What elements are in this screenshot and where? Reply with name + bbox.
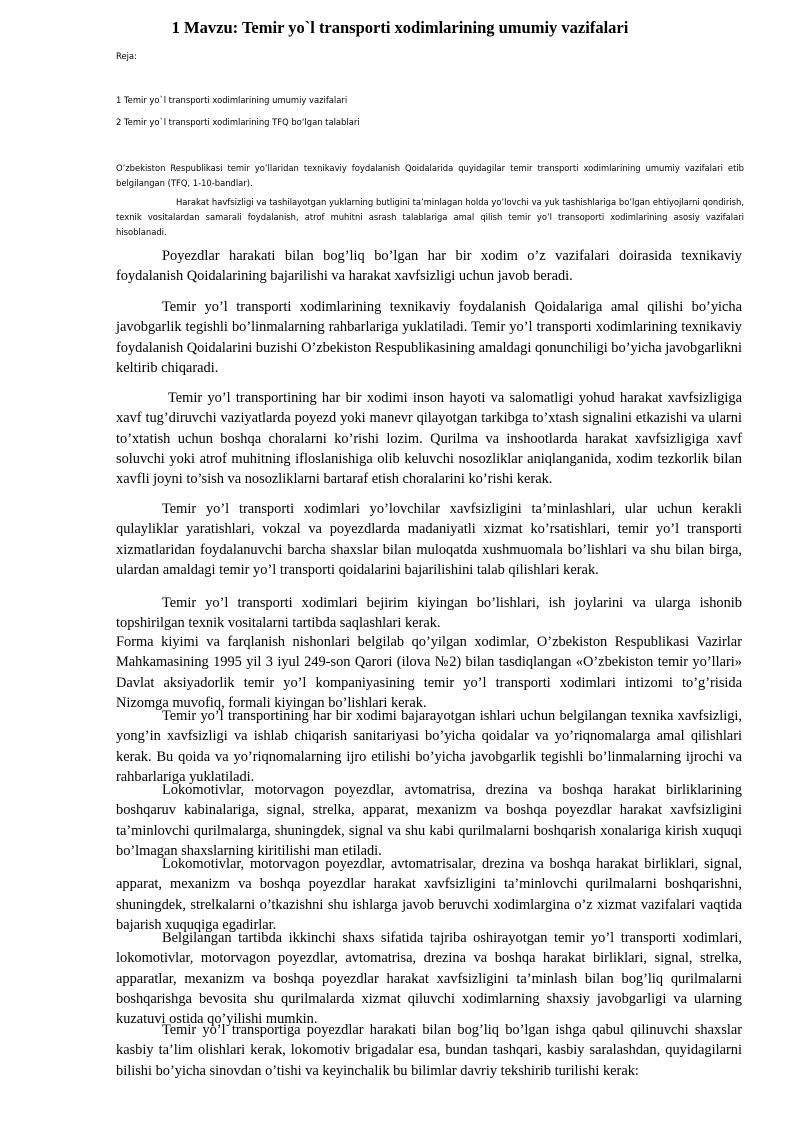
paragraph-4: Temir yo’l transporti xodimlari yo’lovchilar xavfsizligini ta’minlashlari, ular uchun kerakli qulayliklar yaratishlari, vokzal va poyezdlarda madaniyatli xizmat ko’rsatishlari, temir yo’l transporti xizmatlaridan foydalanuvchi barcha shaxslar bilan muloqatda xushmuomala bo’lishlari va shu bilan birga, ulardan amaldagi temir yo’l transporti qoidalarini bajarilishini talab qilishlari kerak. (116, 501, 742, 578)
plan-item-1: 1 Temir yo`l transporti xodimlarining umumiy vazifalari (116, 95, 348, 105)
intro-paragraph-2: Harakat havfsizligi va tashilayotgan yuklarning butligini ta’minlagan holda yo’lovchi va yuk tashishlariga bo’lgan ehtiyojlarni qondirish, texnik vositalardan samarali foydalanish, atrof muhitni asrash talablariga amal qilish temir yo’l transoporti xodimlarining asosiy vazifalari hisoblanadi. (116, 197, 744, 237)
paragraph-2: Temir yo’l transporti xodimlarining texnikaviy foydalanish Qoidalariga amal qilishi bo’yicha javobgarlik tegishli bo’linmalarning rahbarlariga yuklatiladi. Temir yo’l transporti xodimlarining texnikaviy foydalanish Qoidalarini buzishi O’zbekiston Respublikasining amaldagi qonunchiligi bo’yicha javobgarlikni keltirib chiqaradi. (116, 299, 742, 376)
paragraph-11: Temir yo’l transportiga poyezdlar harakati bilan bog’liq bo’lgan ishga qabul qilinuvchi shaxslar kasbiy ta’lim olishlari kerak, lokomotiv brigadalar esa, bundan tashqari, kasbiy saralashdan, quyidagilarni bilishi bo’yicha sinovdan o’tishi va keyinchalik bu bilimlar davriy tekshirib turilishi kerak: (116, 1022, 742, 1079)
paragraph-5: Temir yo’l transporti xodimlari bejirim kiyingan bo’lishlari, ish joylarini va ularga ishonib topshirilgan texnik vositalarni tartibda saqlashlari kerak. (116, 595, 742, 632)
plan-label: Reja: (116, 51, 137, 61)
document-title: 1 Mavzu: Temir yo`l transporti xodimlarining umumiy vazifalari (171, 18, 629, 37)
plan-item-2: 2 Temir yo`l transporti xodimlarining TFQ bo‘lgan talablari (116, 117, 360, 127)
paragraph-10: Belgilangan tartibda ikkinchi shaxs sifatida tajriba oshirayotgan temir yo’l transporti xodimlari, lokomotivlar, motorvagon poyezdlar, avtomatrisa, drezina va boshqa harakat birliklari, signal, strelka, apparatlar, mexanizm va boshqa poyezdlar harakat xavfsizligini ta’minlash bilan bog’liq qurilmalarni boshqarishga bevosita shu qurilmalarda xizmat qiluvchi xodimlarning shaxsiy javobgarligi va ularning kuzatuvi ostida qo’yilishi mumkin. (116, 930, 742, 1028)
paragraph-6: Forma kiyimi va farqlanish nishonlari belgilab qo’yilgan xodimlar, O’zbekiston Respublikasi Vazirlar Mahkamasining 1995 yil 3 iyul 249-son Qarori (ilova №2) bilan tasdiqlangan «O’zbekiston temir yo’llari» Davlat aksiyadorlik temir yo’l kompaniyasining temir yo’l transporti xodimlari intizomi to’g’risida Nizomga muvofiq, formali kiyingan bo’lishlari kerak. (116, 634, 742, 711)
paragraph-9: Lokomotivlar, motorvagon poyezdlar, avtomatrisalar, drezina va boshqa harakat birliklari, signal, apparat, mexanizm va boshqa poyezdlar harakat xavfsizligini ta’minlovchi qurilmalarni boshqarishni, shuningdek, strelkalarni o’tkazishni shu ishlarga javob beruvchi xodimlargina o’z xizmat vazifalari vaqtida bajarish xuquqiga egadirlar. (116, 856, 742, 933)
paragraph-3: Temir yo’l transportining har bir xodimi inson hayoti va salomatligi yohud harakat xavfsizligiga xavf tug’diruvchi vaziyatlarda poyezd yoki manevr qilayotgan tarkibga to’xtash signalini etkazishi va ularni to’xtatish uchun boshqa choralarni ko’rishi lozim. Qurilma va inshootlarda harakat xavfsizligiga xavf soluvchi yoki atrof muhitning ifloslanishiga olib keluvchi nosozliklar aniqlanganida, xodim tezkorlik bilan xavfli joyni to’sish va nosozliklarni bartaraf etish choralarini ko’rishi kerak. (116, 390, 742, 488)
paragraph-7: Temir yo’l transportining har bir xodimi bajarayotgan ishlari uchun belgilangan texnika xavfsizligi, yong’in xavfsizligi va ishlab chiqarish sanitariyasi bo’yicha qoidalar va yo’riqnomalarga amal qilishlari kerak. Bu qoida va yo’riqnomalarning ijro etilishi bo’yicha javobgarlik tegishli bo’linmalarning ijrochi va rahbarlariga yuklatiladi. (116, 708, 742, 785)
paragraph-1: Poyezdlar harakati bilan bog’liq bo’lgan har bir xodim o’z vazifalari doirasida texnikaviy foydalanish Qoidalarining bajarilishi va harakat xavfsizligi uchun javob beradi. (116, 248, 742, 285)
paragraph-8: Lokomotivlar, motorvagon poyezdlar, avtomatrisa, drezina va boshqa harakat birliklarining boshqaruv kabinalariga, signal, strelka, apparat, mexanizm va boshqa poyezdlar harakat xavfsizligini ta’minlovchi qurilmalarga, shuningdek, signal va shu kabi qurilmalarni boshqarish xonalariga kirish xuquqi bo’lmagan shaxslarning kiritilishi man etiladi. (116, 782, 742, 859)
intro-paragraph-1: O’zbekiston Respublikasi temir yo’llaridan texnikaviy foydalanish Qoidalarida quyidagilar temir transporti xodimlarining umumiy vazifalari etib belgilangan (TFQ, 1-10-bandlar). (116, 163, 744, 188)
